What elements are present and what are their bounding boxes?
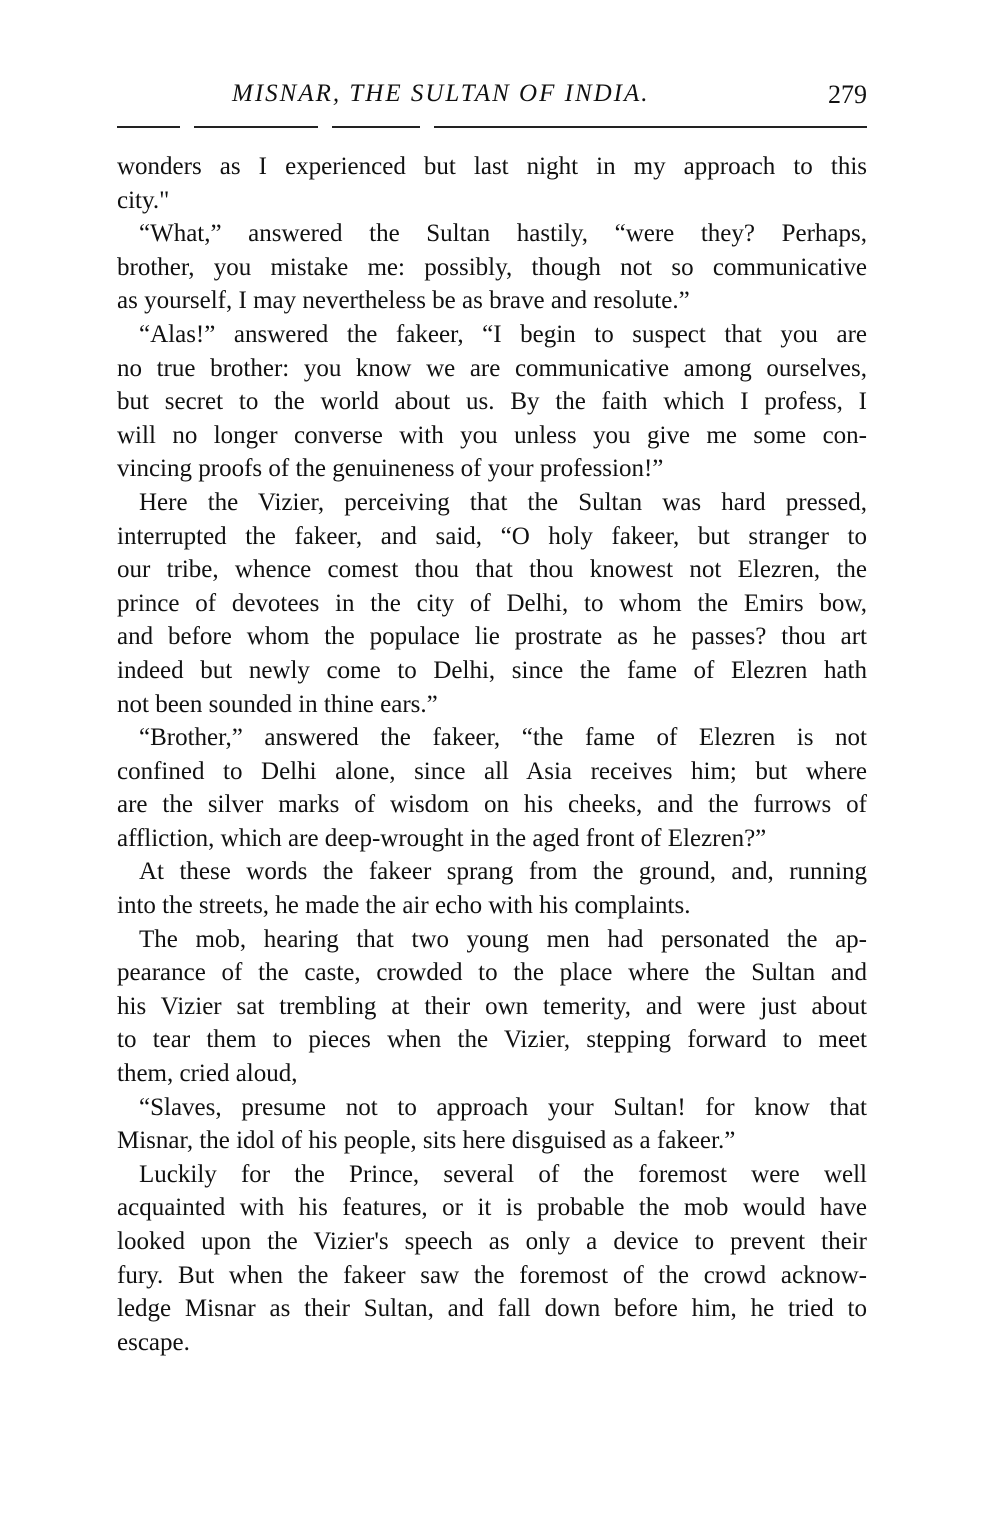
text-line: prince of devotees in the city of Delhi, to whom the Emirs bow, — [117, 589, 867, 617]
text-line: affliction, which are deep-wrought in the aged front of Elezren?” — [117, 824, 767, 852]
text-line: Here the Vizier, perceiving that the Sultan was hard pressed, — [139, 488, 867, 516]
text-line: no true brother: you know we are communicative among ourselves, — [117, 354, 867, 382]
page-body — [117, 150, 867, 1359]
text-line: vincing proofs of the genuineness of your profession!” — [117, 455, 664, 483]
paragraph — [117, 1091, 867, 1158]
text-line: his Vizier sat trembling at their own temerity, and were just about — [117, 992, 867, 1020]
text-line: “Slaves, presume not to approach your Sultan! for know that — [139, 1093, 867, 1121]
paragraph — [117, 923, 867, 1091]
header-rule — [117, 126, 867, 128]
text-line: brother, you mistake me: possibly, though not so communicative — [117, 253, 867, 281]
text-line: are the silver marks of wisdom on his cheeks, and the furrows of — [117, 791, 867, 819]
page-number: 279 — [828, 80, 867, 109]
rule-gap — [180, 124, 194, 130]
paragraph — [117, 217, 867, 318]
text-line: city." — [117, 186, 170, 214]
text-line: ledge Misnar as their Sultan, and fall down before him, he tried to — [117, 1295, 867, 1323]
paragraph — [117, 486, 867, 721]
rule-gap — [420, 124, 434, 130]
page-header — [117, 80, 867, 120]
text-line: as yourself, I may nevertheless be as brave and resolute.” — [117, 287, 690, 315]
text-line: will no longer converse with you unless you give me some con- — [117, 421, 867, 449]
text-line: The mob, hearing that two young men had personated the ap- — [139, 925, 867, 953]
text-line: indeed but newly come to Delhi, since the fame of Elezren hath — [117, 656, 867, 684]
text-line: to tear them to pieces when the Vizier, stepping forward to meet — [117, 1026, 867, 1054]
paragraph — [117, 721, 867, 855]
text-line: “Brother,” answered the fakeer, “the fame of Elezren is not — [139, 724, 867, 752]
text-line: Misnar, the idol of his people, sits here disguised as a fakeer.” — [117, 1127, 736, 1155]
text-line: them, cried aloud, — [117, 1060, 298, 1088]
text-line: confined to Delhi alone, since all Asia receives him; but where — [117, 757, 867, 785]
text-line: At these words the fakeer sprang from the ground, and, running — [139, 858, 867, 886]
rule-gap — [318, 124, 332, 130]
text-line: acquainted with his features, or it is probable the mob would have — [117, 1194, 867, 1222]
text-line: fury. But when the fakeer saw the foremost of the crowd acknow- — [117, 1261, 867, 1289]
text-line: escape. — [117, 1328, 190, 1356]
paragraph — [117, 1158, 867, 1360]
text-line: “Alas!” answered the fakeer, “I begin to suspect that you are — [139, 320, 867, 348]
text-line: not been sounded in thine ears.” — [117, 690, 438, 718]
text-line: wonders as I experienced but last night in my approach to this — [117, 153, 867, 180]
paragraph — [117, 318, 867, 486]
text-line: looked upon the Vizier's speech as only a device to prevent their — [117, 1228, 867, 1255]
text-line: pearance of the caste, crowded to the place where the Sultan and — [117, 959, 867, 987]
paragraph — [117, 150, 867, 217]
text-line: our tribe, whence comest thou that thou knowest not Elezren, the — [117, 556, 867, 584]
text-line: into the streets, he made the air echo with his complaints. — [117, 892, 691, 920]
text-line: Luckily for the Prince, several of the foremost were well — [139, 1160, 867, 1188]
text-line: but secret to the world about us. By the faith which I profess, I — [117, 388, 867, 416]
text-line: and before whom the populace lie prostrate as he passes? thou art — [117, 623, 867, 651]
text-line: interrupted the fakeer, and said, “O holy fakeer, but stranger to — [117, 522, 867, 550]
text-line: “What,” answered the Sultan hastily, “were they? Perhaps, — [139, 220, 867, 248]
running-title: MISNAR, THE SULTAN OF INDIA. — [232, 80, 650, 107]
paragraph — [117, 855, 867, 922]
